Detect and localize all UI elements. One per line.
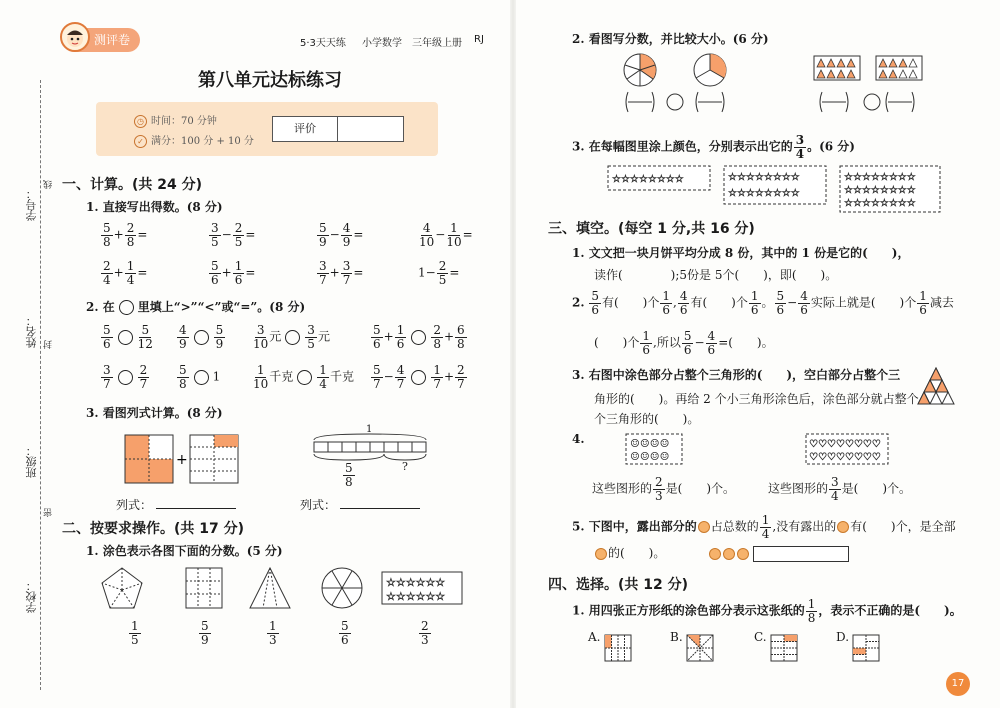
svg-text:♡♡♡♡♡♡♡♡: ♡♡♡♡♡♡♡♡ bbox=[809, 452, 881, 463]
class-label: 班级： bbox=[25, 445, 38, 478]
compare-4[interactable]: $\frac{5}{6}$ + $\frac{1}{6}$ $\frac{2}{8}$ + $\frac{6}{8}$ bbox=[373, 323, 465, 351]
s3-q2-line2[interactable]: ( )个 $\frac{1}{6}$ ,所以 $\frac{5}{6}$ − $\frac{4}{6}$ =( )。 bbox=[594, 329, 774, 357]
orange-dot-icon bbox=[698, 521, 710, 533]
svg-text:☺☺☺☺: ☺☺☺☺ bbox=[630, 437, 670, 450]
compare-3[interactable]: $\frac{3}{10}$ 元 $\frac{3}{5}$ 元 bbox=[253, 323, 330, 351]
time-row bbox=[134, 112, 217, 128]
page-number: 17 bbox=[946, 672, 970, 696]
triangle-grid bbox=[916, 366, 956, 406]
calc-2[interactable]: $\frac{3}{5}$ − $\frac{2}{5}$ = bbox=[211, 221, 256, 249]
evaluation-label: 评价 bbox=[273, 117, 338, 141]
option-d-square[interactable] bbox=[852, 634, 880, 662]
school-label: 学校： bbox=[25, 580, 38, 613]
shade-shapes[interactable] bbox=[100, 566, 480, 616]
calc-6[interactable]: $\frac{5}{6}$ + $\frac{1}{6}$ = bbox=[211, 259, 256, 287]
seal-mark: 封 bbox=[44, 340, 54, 349]
s3-q3-line1[interactable]: 3. 右图中涂色部分占整个三角形的( )，空白部分占整个三 bbox=[572, 368, 901, 382]
svg-text:☆☆☆☆☆☆☆☆: ☆☆☆☆☆☆☆☆ bbox=[844, 198, 916, 209]
star-boxes[interactable] bbox=[606, 162, 942, 214]
svg-text:☆☆☆☆☆☆: ☆☆☆☆☆☆ bbox=[386, 576, 446, 589]
label-1: $\frac{1}{5}$ bbox=[131, 619, 139, 647]
s1-q1-text: 1. 直接写出得数。(8 分) bbox=[86, 200, 223, 214]
fraction-addition-figure bbox=[124, 434, 244, 486]
cut-line bbox=[40, 80, 41, 690]
s3-q5-line1[interactable]: 5. 下图中，露出部分的 占总数的 $\frac{1}{4}$ ,没有露出的 有( )个，是全部 bbox=[572, 513, 956, 541]
label-3: $\frac{1}{3}$ bbox=[269, 619, 277, 647]
s3-q4-right[interactable]: 这些图形的 $\frac{3}{4}$ 是( )个。 bbox=[768, 475, 912, 503]
diagram-total-label: 1 bbox=[366, 424, 373, 435]
option-b[interactable]: B. bbox=[670, 630, 683, 644]
option-b-square[interactable] bbox=[686, 634, 714, 662]
s4-q1-text: 1. 用四张正方形纸的涂色部分表示这张纸的 $\frac{1}{8}$ ，表示不正确的是( )。 bbox=[572, 597, 962, 625]
svg-text:☆☆☆☆☆☆☆☆: ☆☆☆☆☆☆☆☆ bbox=[728, 188, 800, 199]
diagram-unknown-label: ? bbox=[402, 460, 408, 473]
binding-margin bbox=[0, 0, 62, 708]
compare-2[interactable]: $\frac{4}{9}$ $\frac{5}{9}$ bbox=[179, 323, 224, 351]
calc-3[interactable]: $\frac{5}{9}$ − $\frac{4}{9}$ = bbox=[319, 221, 364, 249]
s1-q2-text: 2. 在 里填上“>”“<”或“=”。(8 分) bbox=[86, 300, 306, 314]
svg-text:♡♡♡♡♡♡♡♡: ♡♡♡♡♡♡♡♡ bbox=[809, 439, 881, 450]
label-4: $\frac{5}{6}$ bbox=[341, 619, 349, 647]
subject-name: 小学数学 bbox=[362, 38, 402, 49]
name-label: 姓名： bbox=[25, 315, 38, 348]
s3-q1-line2[interactable]: 读作( );5份是 5个( )，即( )。 bbox=[594, 268, 838, 282]
section3-title: 三、填空。(每空 1 分,共 16 分) bbox=[548, 221, 755, 237]
secret-mark: 密 bbox=[44, 508, 54, 517]
svg-text:☆☆☆☆☆☆☆☆: ☆☆☆☆☆☆☆☆ bbox=[728, 172, 800, 183]
diagram-part-label: $\frac{5}{8}$ bbox=[345, 461, 353, 489]
orange-dot-icon bbox=[837, 521, 849, 533]
s3-q3-line3[interactable]: 个三角形的( )。 bbox=[594, 412, 700, 426]
s3-q2-line1[interactable]: 2. $\frac{5}{6}$ 有( )个 $\frac{1}{6}$ , $\frac{4}{6}$ 有( )个 $\frac{1}{6}$ 。 $\frac{5}{6}$ − $\frac{4}{6}$ 实际上就是( )个 $\frac{1}{6}$ 减去 bbox=[572, 289, 954, 317]
grade-name: 三年级上册 bbox=[412, 38, 462, 49]
student-number-label: 学号： bbox=[25, 188, 38, 221]
line-mark: 线 bbox=[44, 180, 54, 189]
test-badge: 测评卷 bbox=[62, 28, 140, 52]
faces-box bbox=[624, 432, 684, 466]
s3-q4-left[interactable]: 这些图形的 $\frac{2}{3}$ 是( )个。 bbox=[592, 475, 736, 503]
option-a[interactable]: A. bbox=[588, 630, 601, 644]
mascot-icon bbox=[60, 22, 90, 52]
formula-1[interactable]: 列式： bbox=[116, 496, 236, 513]
s2-q1-text: 1. 涂色表示各图下面的分数。(5 分) bbox=[86, 544, 283, 558]
hidden-dots-figure bbox=[708, 546, 849, 562]
s3-q1-line1: 1. 文文把一块月饼平均分成 8 份，其中的 1 份是它的( )， bbox=[572, 246, 910, 260]
section2-title: 二、按要求操作。(共 17 分) bbox=[62, 521, 245, 537]
s1-q3-text: 3. 看图列式计算。(8 分) bbox=[86, 406, 223, 420]
section1-title: 一、计算。(共 24 分) bbox=[62, 177, 203, 193]
calc-1[interactable]: $\frac{5}{8}$ + $\frac{2}{8}$ = bbox=[103, 221, 148, 249]
orange-dot-icon bbox=[595, 548, 607, 560]
page-fold bbox=[510, 0, 516, 708]
time-limit: 时间：70 分钟 bbox=[151, 116, 217, 127]
svg-text:☆☆☆☆☆☆☆☆: ☆☆☆☆☆☆☆☆ bbox=[612, 174, 684, 185]
compare-6[interactable]: $\frac{5}{8}$ 1 bbox=[179, 363, 221, 391]
edition-name: RJ bbox=[474, 34, 484, 45]
compare-figures bbox=[620, 50, 940, 120]
page-title: 第八单元达标练习 bbox=[198, 70, 342, 91]
svg-text:☺☺☺☺: ☺☺☺☺ bbox=[630, 450, 670, 463]
calc-4[interactable]: $\frac{4}{10}$ − $\frac{1}{10}$ = bbox=[419, 221, 473, 249]
evaluation-box bbox=[272, 116, 404, 142]
compare-8[interactable]: $\frac{5}{7}$ − $\frac{4}{7}$ $\frac{1}{7}$ + $\frac{2}{7}$ bbox=[373, 363, 465, 391]
option-a-square[interactable] bbox=[604, 634, 632, 662]
calc-8[interactable]: 1− $\frac{2}{5}$ = bbox=[418, 259, 460, 287]
score-row bbox=[134, 132, 254, 148]
compare-circle-icon bbox=[119, 300, 134, 315]
segment-diagram bbox=[310, 426, 434, 488]
option-d[interactable]: D. bbox=[836, 630, 850, 644]
calc-7[interactable]: $\frac{3}{7}$ + $\frac{3}{7}$ = bbox=[319, 259, 364, 287]
calc-5[interactable]: $\frac{2}{4}$ + $\frac{1}{4}$ = bbox=[103, 259, 148, 287]
s3-q5-line2[interactable]: 的( )。 bbox=[594, 544, 665, 561]
option-c[interactable]: C. bbox=[754, 630, 767, 644]
compare-1[interactable]: $\frac{5}{6}$ $\frac{5}{12}$ bbox=[103, 323, 153, 351]
compare-7[interactable]: $\frac{1}{10}$ 千克 $\frac{1}{4}$ 千克 bbox=[253, 363, 354, 391]
section4-title: 四、选择。(共 12 分) bbox=[548, 577, 689, 593]
check-icon: ✓ bbox=[134, 135, 147, 148]
hearts-box bbox=[804, 432, 890, 466]
formula-2[interactable]: 列式： bbox=[300, 496, 420, 513]
series-name: 5·3天天练 bbox=[300, 38, 346, 49]
s3-q4-label: 4. bbox=[572, 432, 585, 446]
svg-text:+: + bbox=[176, 452, 188, 468]
svg-text:☆☆☆☆☆☆☆☆: ☆☆☆☆☆☆☆☆ bbox=[844, 185, 916, 196]
s2-q3-text: 3. 在每幅图里涂上颜色，分别表示出它的 $\frac{3}{4}$ 。(6 分) bbox=[572, 133, 855, 161]
label-5: $\frac{2}{3}$ bbox=[421, 619, 429, 647]
evaluation-field[interactable] bbox=[338, 117, 403, 141]
s3-q3-line2[interactable]: 角形的( )。再给 2 个小三角形涂色后，涂色部分就占整个 bbox=[594, 392, 919, 406]
s2-q2-text: 2. 看图写分数，并比较大小。(6 分) bbox=[572, 32, 769, 46]
compare-5[interactable]: $\frac{3}{7}$ $\frac{2}{7}$ bbox=[103, 363, 148, 391]
label-2: $\frac{5}{9}$ bbox=[201, 619, 209, 647]
svg-text:☆☆☆☆☆☆: ☆☆☆☆☆☆ bbox=[386, 590, 446, 603]
svg-text:☆☆☆☆☆☆☆☆: ☆☆☆☆☆☆☆☆ bbox=[844, 172, 916, 183]
clock-icon: ◷ bbox=[134, 115, 147, 128]
option-c-square[interactable] bbox=[770, 634, 798, 662]
full-score: 满分：100 分 + 10 分 bbox=[151, 136, 254, 147]
